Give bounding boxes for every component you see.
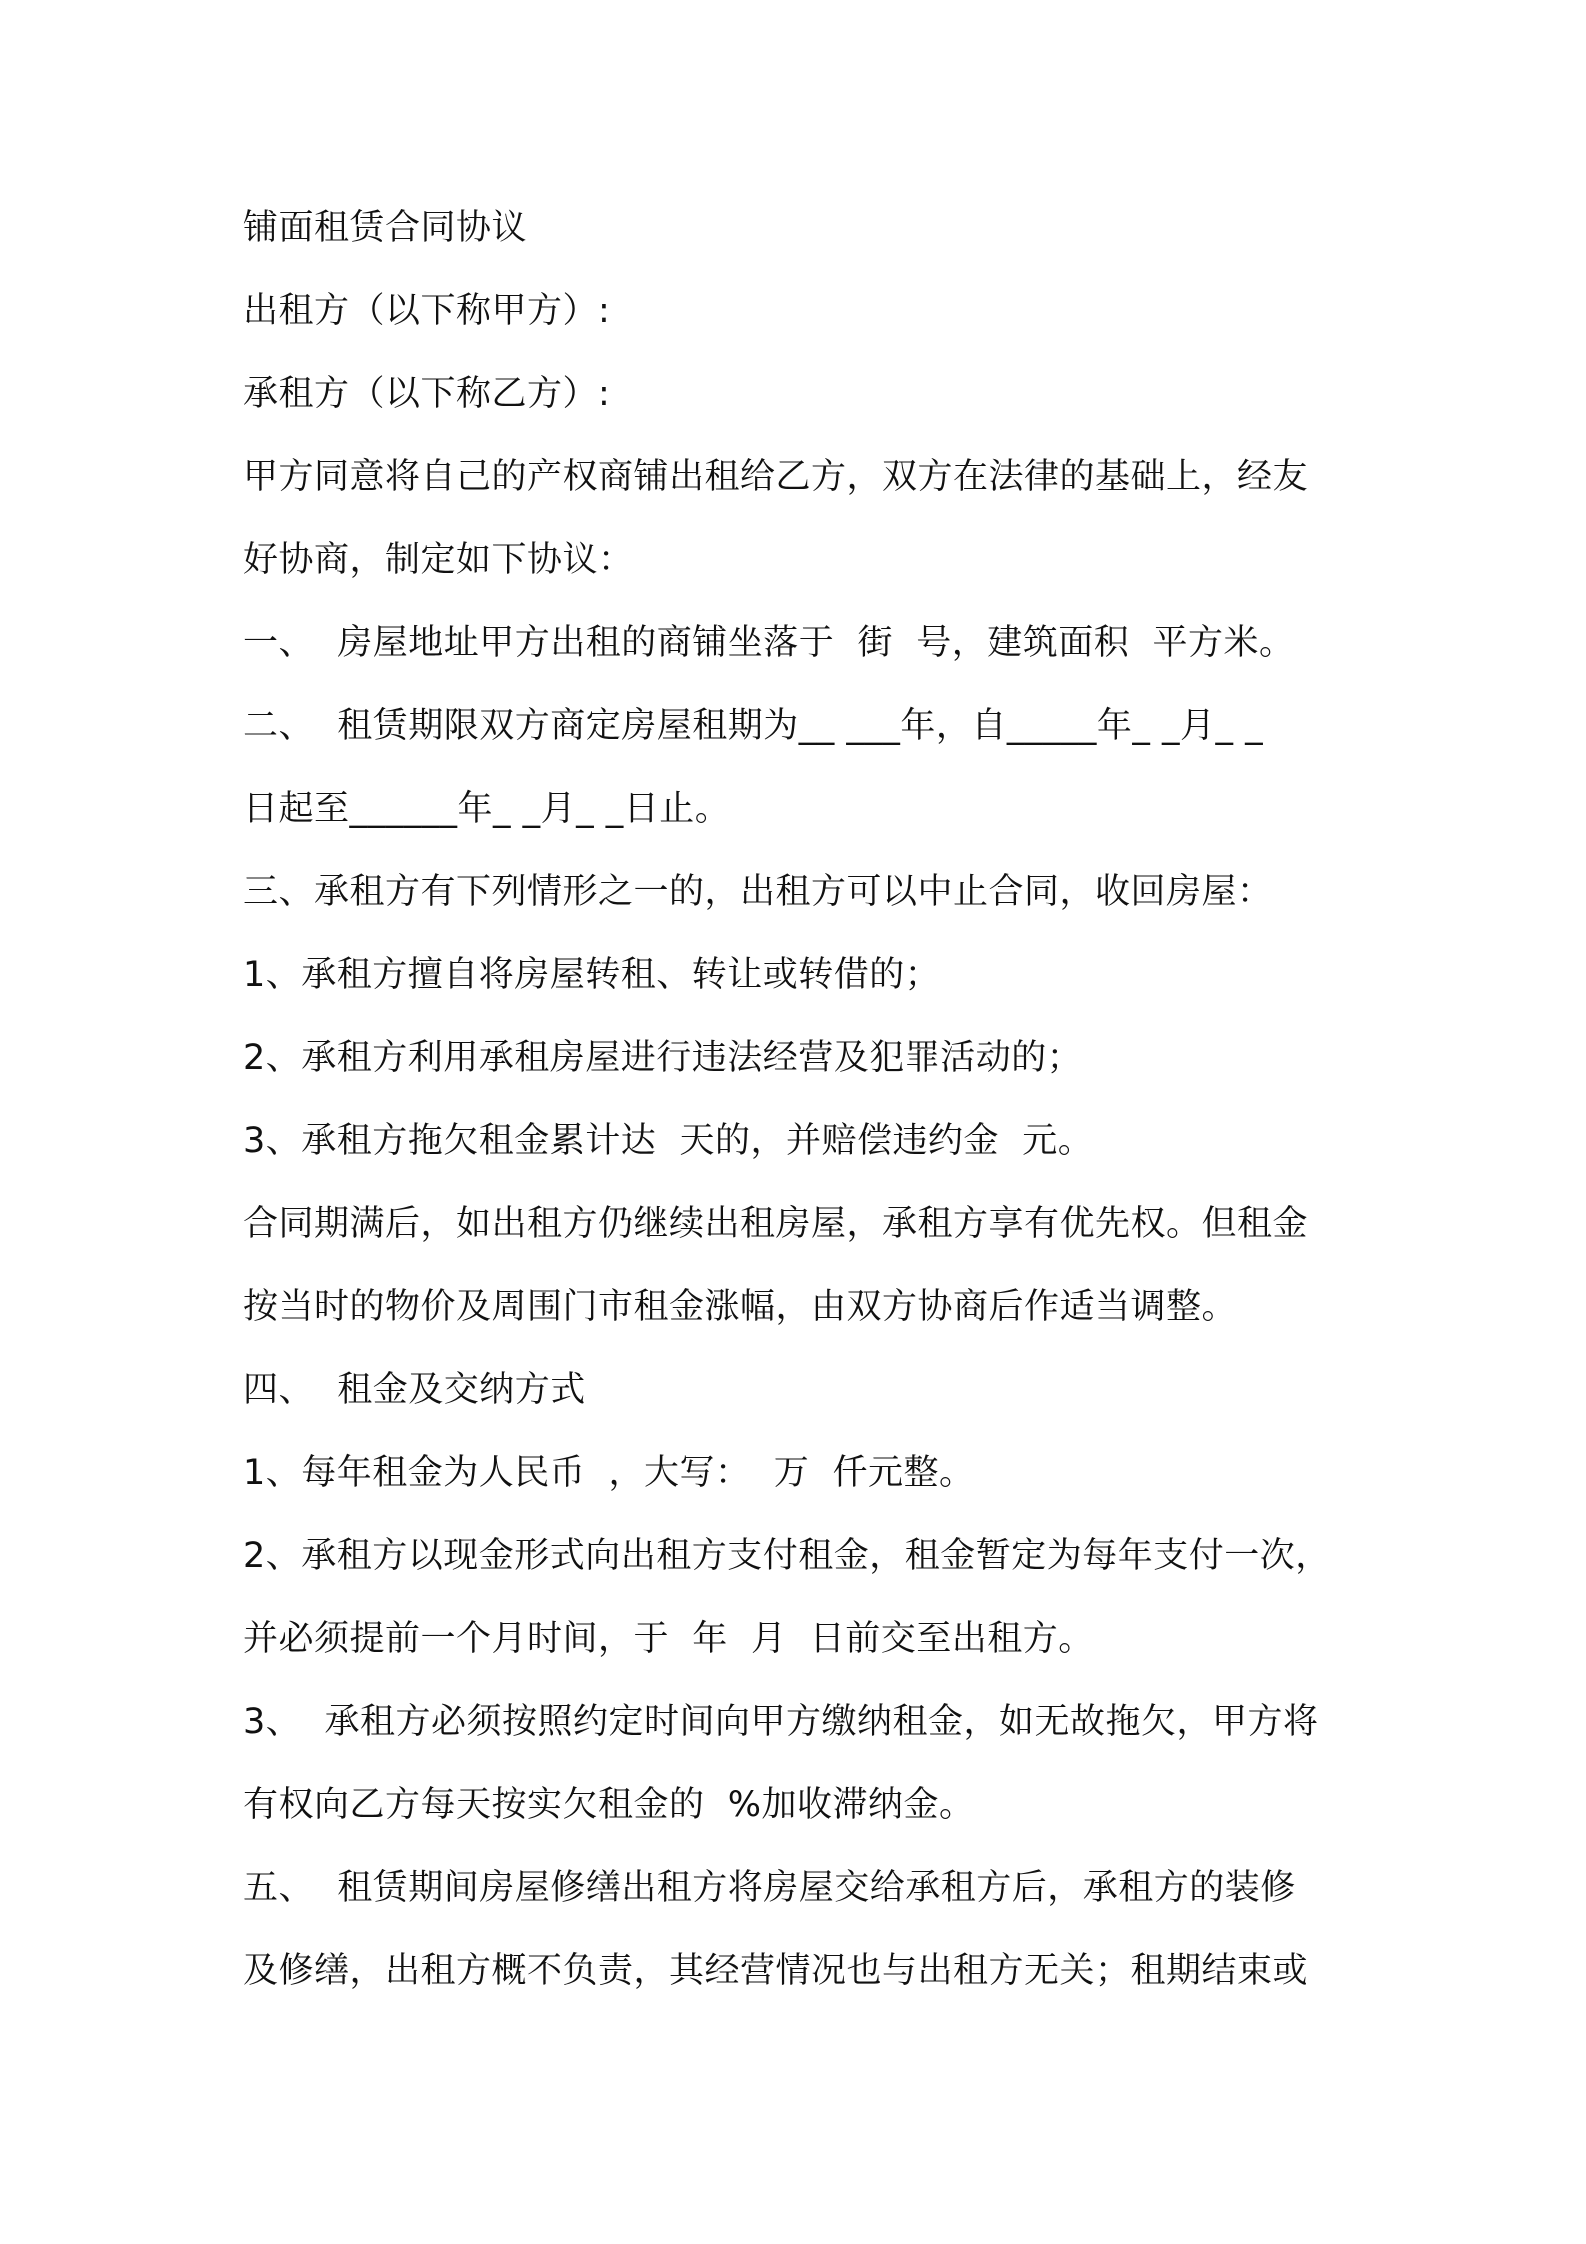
paragraph-line: 并必须提前一个月时间，于 年 月 日前交至出租方。 — [243, 1619, 1094, 1659]
list-item: 3、承租方拖欠租金累计达 天的，并赔偿违约金 元。 — [243, 1121, 1094, 1161]
list-item: 2、承租方利用承租房屋进行违法经营及犯罪活动的； — [243, 1038, 1083, 1078]
paragraph-line: 及修缮，出租方概不负责，其经营情况也与出租方无关；租期结束或 — [243, 1951, 1309, 1991]
clause-2-line: 二、 租赁期限双方商定房屋租期为__ ___年，自_____年_ _月_ _ — [243, 706, 1264, 746]
list-item: 1、每年租金为人民币 ，大写： 万 仟元整。 — [243, 1453, 975, 1493]
lessor-line: 出租方（以下称甲方）: — [243, 291, 611, 331]
paragraph-line: 合同期满后，如出租方仍继续出租房屋，承租方享有优先权。但租金 — [243, 1204, 1309, 1244]
clause-5-line: 五、 租赁期间房屋修缮出租方将房屋交给承租方后，承租方的装修 — [243, 1868, 1296, 1908]
paragraph-line: 按当时的物价及周围门市租金涨幅，由双方协商后作适当调整。 — [243, 1287, 1238, 1327]
document-title: 铺面租赁合同协议 — [243, 208, 528, 248]
clause-2-line: 日起至______年_ _月_ _日止。 — [243, 789, 731, 829]
clause-1-line: 一、 房屋地址甲方出租的商铺坐落于 街 号，建筑面积 平方米。 — [243, 623, 1295, 663]
list-item: 1、承租方擅自将房屋转租、转让或转借的； — [243, 955, 941, 995]
paragraph-line: 好协商，制定如下协议： — [243, 540, 634, 580]
list-item: 3、 承租方必须按照约定时间向甲方缴纳租金，如无故拖欠，甲方将 — [243, 1702, 1319, 1742]
paragraph-line: 甲方同意将自己的产权商铺出租给乙方，双方在法律的基础上，经友 — [243, 457, 1309, 497]
clause-3-line: 三、承租方有下列情形之一的，出租方可以中止合同，收回房屋： — [243, 872, 1273, 912]
list-item: 2、承租方以现金形式向出租方支付租金，租金暂定为每年支付一次， — [243, 1536, 1331, 1576]
clause-4-line: 四、 租金及交纳方式 — [243, 1370, 586, 1410]
paragraph-line: 有权向乙方每天按实欠租金的 %加收滞纳金。 — [243, 1785, 975, 1825]
lessee-line: 承租方（以下称乙方）: — [243, 374, 611, 414]
